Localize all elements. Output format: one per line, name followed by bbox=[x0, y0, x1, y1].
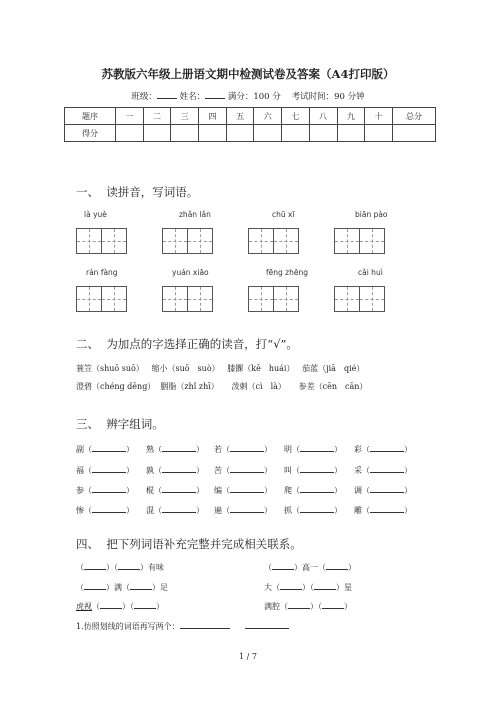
answer-blank[interactable] bbox=[326, 561, 348, 570]
answer-blank[interactable] bbox=[92, 484, 126, 493]
answer-blank[interactable] bbox=[245, 620, 289, 629]
class-blank[interactable] bbox=[157, 90, 177, 99]
answer-blank[interactable] bbox=[118, 561, 140, 570]
answer-blank[interactable] bbox=[300, 484, 334, 493]
character: 叫 bbox=[284, 466, 292, 475]
answer-blank[interactable] bbox=[370, 464, 404, 473]
word-group-item: 调（ ） bbox=[354, 486, 412, 495]
score-cell[interactable] bbox=[199, 125, 227, 142]
page-number: 1 / 7 bbox=[239, 652, 257, 661]
answer-blank[interactable] bbox=[288, 600, 310, 609]
writing-grid[interactable] bbox=[76, 286, 126, 312]
class-label: 班级： bbox=[131, 92, 157, 102]
answer-blank[interactable] bbox=[230, 484, 264, 493]
character: 抓 bbox=[284, 506, 292, 515]
answer-blank[interactable] bbox=[280, 581, 302, 590]
answer-blank[interactable] bbox=[100, 600, 122, 609]
header-cell: 总分 bbox=[393, 108, 436, 125]
idiom-text: 高一 bbox=[302, 563, 318, 572]
exam-time: 考试时间：90 分钟 bbox=[291, 92, 365, 102]
score-cell[interactable] bbox=[143, 125, 171, 142]
answer-blank[interactable] bbox=[130, 581, 152, 590]
pinyin: chū xī bbox=[272, 210, 295, 219]
writing-grid[interactable] bbox=[162, 228, 212, 254]
section-title: 为加点的字选择正确的读音，打“√”。 bbox=[106, 337, 298, 351]
word: 泼刺 bbox=[231, 382, 248, 391]
answer-blank[interactable] bbox=[300, 443, 334, 452]
answer-blank[interactable] bbox=[300, 504, 334, 513]
character: 编 bbox=[214, 486, 222, 495]
section-title: 读拼音，写词语。 bbox=[106, 185, 199, 199]
word-group-item: 彩（ ） bbox=[354, 445, 412, 454]
word-group-item: 采（ ） bbox=[354, 466, 412, 475]
answer-blank[interactable] bbox=[84, 581, 106, 590]
character: 熟 bbox=[146, 445, 154, 454]
writing-grid[interactable] bbox=[334, 228, 384, 254]
pinyin: là yuè bbox=[84, 210, 107, 219]
word-group-item: 爬（ ） bbox=[284, 486, 342, 495]
idiom-text: 满 bbox=[114, 583, 122, 592]
header-cell: 五 bbox=[226, 108, 254, 125]
header-cell: 七 bbox=[282, 108, 310, 125]
options[interactable]: （kē huái） bbox=[243, 364, 295, 373]
section-4-heading bbox=[76, 536, 302, 552]
character: 孰 bbox=[146, 466, 154, 475]
options[interactable]: （zhǐ zhī） bbox=[176, 382, 219, 391]
pinyin: cǎi huì bbox=[358, 268, 383, 277]
word: 蓑笠 bbox=[76, 364, 92, 373]
name-blank[interactable] bbox=[205, 90, 225, 99]
word-group-item: 叫（ ） bbox=[284, 466, 342, 475]
name-label: 姓名： bbox=[179, 92, 206, 102]
word-group-item: 编（ ） bbox=[214, 486, 272, 495]
score-cell[interactable] bbox=[226, 125, 254, 142]
header-cell: 二 bbox=[143, 108, 171, 125]
score-cell[interactable] bbox=[116, 125, 144, 142]
answer-blank[interactable] bbox=[230, 504, 264, 513]
pinyin: rán fàng bbox=[86, 268, 118, 277]
pronunciation-line-1 bbox=[76, 363, 364, 374]
section-number: 四、 bbox=[76, 537, 99, 551]
pinyin: zhǎn lǎn bbox=[179, 210, 211, 219]
answer-blank[interactable] bbox=[322, 600, 344, 609]
character: 若 bbox=[214, 445, 222, 454]
section-title: 把下列词语补充完整并完成相关联系。 bbox=[106, 537, 302, 551]
idiom-text-underlined: 虎视 bbox=[76, 602, 92, 611]
answer-blank[interactable] bbox=[272, 561, 294, 570]
word-group-item: 遍（ ） bbox=[214, 506, 272, 515]
word: 膝髁 bbox=[227, 364, 244, 373]
header-cell: 四 bbox=[199, 108, 227, 125]
writing-grid[interactable] bbox=[334, 286, 384, 312]
character: 雕 bbox=[354, 506, 362, 515]
character: 明 bbox=[284, 445, 292, 454]
character: 副 bbox=[76, 445, 84, 454]
score-header-row bbox=[65, 108, 436, 125]
character: 参 bbox=[76, 486, 84, 495]
score-row bbox=[65, 125, 436, 142]
word-group-item: 雕（ ） bbox=[354, 506, 412, 515]
answer-blank[interactable] bbox=[162, 464, 196, 473]
header-cell: 十 bbox=[365, 108, 393, 125]
word-group-item: 混（ ） bbox=[146, 506, 204, 515]
score-row-label: 得分 bbox=[65, 125, 116, 142]
answer-blank[interactable] bbox=[134, 600, 156, 609]
answer-blank[interactable] bbox=[230, 443, 264, 452]
pinyin: biān pào bbox=[355, 210, 388, 219]
idiom-text: 有味 bbox=[148, 563, 164, 572]
section-number: 一、 bbox=[76, 185, 99, 199]
word-group-item: 熟（ ） bbox=[146, 445, 204, 454]
pinyin: fēng zhēng bbox=[266, 268, 308, 277]
pinyin: yuán xiāo bbox=[172, 268, 209, 277]
section-title: 辨字组词。 bbox=[106, 417, 164, 431]
section-3-heading bbox=[76, 416, 164, 432]
character: 调 bbox=[354, 486, 362, 495]
options[interactable]: （cēn cān） bbox=[314, 382, 368, 391]
answer-blank[interactable] bbox=[162, 443, 196, 452]
character: 彩 bbox=[354, 445, 362, 454]
header-cell: 三 bbox=[171, 108, 199, 125]
word-group-item: 若（ ） bbox=[214, 445, 272, 454]
answer-blank[interactable] bbox=[370, 443, 404, 452]
pronunciation-line-2 bbox=[76, 381, 367, 392]
idiom-item: 满腔（ ）（ ） bbox=[264, 602, 352, 611]
writing-grid[interactable] bbox=[162, 286, 212, 312]
character: 采 bbox=[354, 466, 362, 475]
section-2-heading bbox=[76, 336, 298, 352]
word-group-item: 参（ ） bbox=[76, 486, 134, 495]
word-group-item: 明（ ） bbox=[284, 445, 342, 454]
answer-blank[interactable] bbox=[314, 581, 336, 590]
answer-blank[interactable] bbox=[92, 443, 126, 452]
section-number: 二、 bbox=[76, 337, 99, 351]
answer-blank[interactable] bbox=[162, 504, 196, 513]
word-group-item: 孰（ ） bbox=[146, 466, 204, 475]
word: 澄碧 bbox=[76, 382, 92, 391]
question-1 bbox=[76, 620, 289, 632]
idiom-item: （ ）满（ ）足 bbox=[76, 583, 168, 592]
word: 胭脂 bbox=[160, 382, 177, 391]
section-number: 三、 bbox=[76, 417, 99, 431]
header-cell: 六 bbox=[254, 108, 282, 125]
header-cell: 八 bbox=[309, 108, 337, 125]
idiom-item: （ ）高一（ ） bbox=[264, 563, 356, 572]
character: 遍 bbox=[214, 506, 222, 515]
header-cell: 一 bbox=[116, 108, 144, 125]
character: 苦 bbox=[214, 466, 222, 475]
options[interactable]: （cì là） bbox=[247, 382, 286, 391]
score-cell[interactable] bbox=[282, 125, 310, 142]
section-1-heading bbox=[76, 184, 198, 200]
answer-blank[interactable] bbox=[370, 504, 404, 513]
word: 参差 bbox=[298, 382, 315, 391]
page-title: 苏教版六年级上册语文期中检测试卷及答案（A4打印版） bbox=[101, 67, 395, 81]
character: 混 bbox=[146, 506, 154, 515]
word-group-item: 惨（ ） bbox=[76, 506, 134, 515]
word-group-item: 副（ ） bbox=[76, 445, 134, 454]
options[interactable]: （shuō suō） bbox=[92, 364, 144, 373]
score-cell[interactable] bbox=[393, 125, 436, 142]
options[interactable]: （suō suò） bbox=[167, 364, 220, 373]
answer-blank[interactable] bbox=[230, 464, 264, 473]
score-cell[interactable] bbox=[254, 125, 282, 142]
word-group-item: 福（ ） bbox=[76, 466, 134, 475]
idiom-item: （ ）（ ）有味 bbox=[76, 563, 164, 572]
idiom-text: 满腔 bbox=[264, 602, 280, 611]
idiom-text: 大 bbox=[264, 583, 272, 592]
word-group-item: 抓（ ） bbox=[284, 506, 342, 515]
answer-blank[interactable] bbox=[84, 561, 106, 570]
idiom-item: 虎视（ ）（ ） bbox=[76, 602, 164, 611]
character: 棍 bbox=[146, 486, 154, 495]
idiom-text: 足 bbox=[160, 583, 168, 592]
answer-blank[interactable] bbox=[370, 484, 404, 493]
writing-grid[interactable] bbox=[76, 228, 126, 254]
word-group-item: 苦（ ） bbox=[214, 466, 272, 475]
score-cell[interactable] bbox=[309, 125, 337, 142]
score-cell[interactable] bbox=[365, 125, 393, 142]
header-cell: 题序 bbox=[65, 108, 116, 125]
exam-info bbox=[0, 90, 496, 102]
answer-blank[interactable] bbox=[92, 504, 126, 513]
word: 茄蓝 bbox=[302, 364, 319, 373]
score-table bbox=[64, 107, 436, 142]
answer-blank[interactable] bbox=[92, 464, 126, 473]
idiom-item: 大（ ）（ ）星 bbox=[264, 583, 352, 592]
score-cell[interactable] bbox=[337, 125, 365, 142]
character: 福 bbox=[76, 466, 84, 475]
options[interactable]: （chéng dēng） bbox=[92, 382, 156, 391]
idiom-text: 星 bbox=[344, 583, 352, 592]
answer-blank[interactable] bbox=[300, 464, 334, 473]
answer-blank[interactable] bbox=[162, 484, 196, 493]
answer-blank[interactable] bbox=[180, 620, 230, 629]
word: 缩小 bbox=[151, 364, 168, 373]
writing-grid[interactable] bbox=[248, 286, 298, 312]
writing-grid[interactable] bbox=[248, 228, 298, 254]
options[interactable]: （jiā qié） bbox=[318, 364, 365, 373]
full-score: 满分：100 分 bbox=[227, 92, 281, 102]
score-cell[interactable] bbox=[171, 125, 199, 142]
character: 爬 bbox=[284, 486, 292, 495]
header-cell: 九 bbox=[337, 108, 365, 125]
character: 惨 bbox=[76, 506, 84, 515]
word-group-item: 棍（ ） bbox=[146, 486, 204, 495]
question-text: 1.仿照划线的词语再写两个： bbox=[76, 622, 180, 631]
